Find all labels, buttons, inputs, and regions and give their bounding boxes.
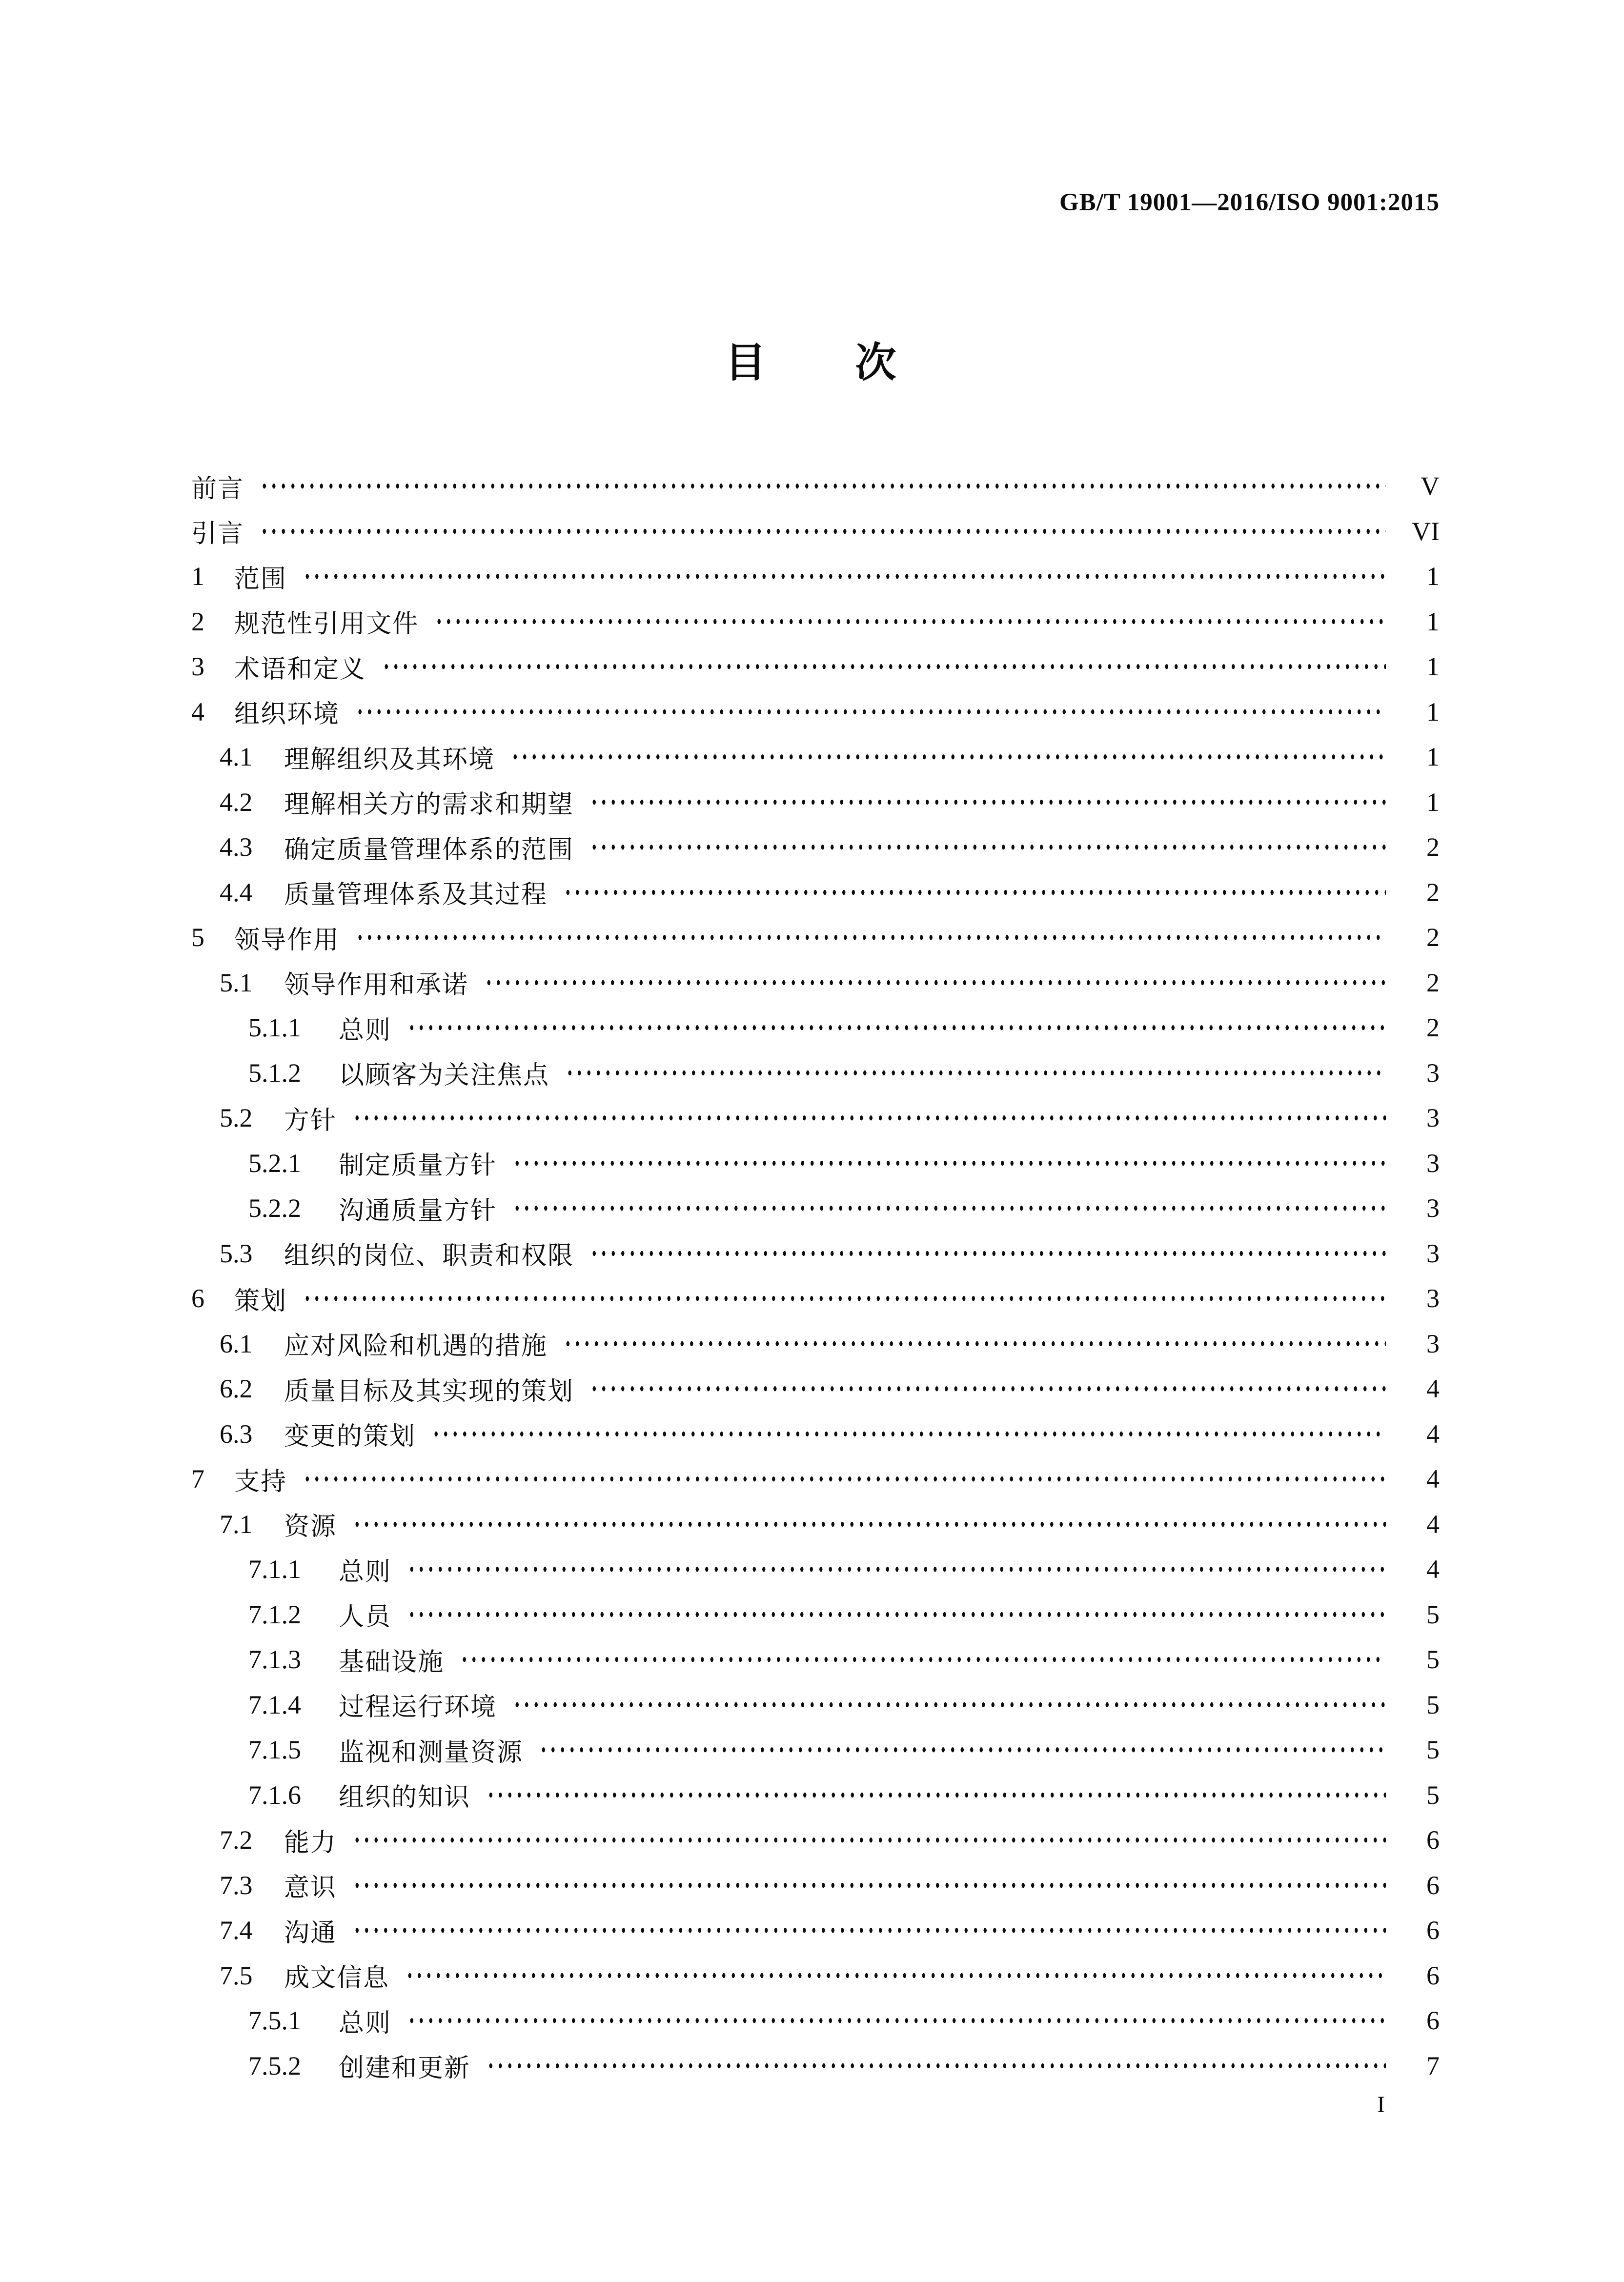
dot-leader xyxy=(382,644,1386,689)
toc-entry-page: 6 xyxy=(1426,2006,1440,2036)
toc-entry-page: 1 xyxy=(1426,787,1440,817)
dot-leader xyxy=(512,1141,1386,1186)
toc-entry-page: 5 xyxy=(1426,1599,1440,1629)
toc-entry-number: 7.1.5 xyxy=(248,1735,301,1765)
toc-entry xyxy=(191,1050,1440,1096)
toc-entry-page: 4 xyxy=(1426,1419,1440,1449)
dot-leader xyxy=(589,1231,1386,1276)
toc-entry-number: 6.1 xyxy=(220,1329,253,1358)
standard-code: GB/T 19001—2016/ISO 9001:2015 xyxy=(1059,189,1440,216)
dot-leader xyxy=(407,1998,1386,2043)
toc-entry-label: 支持 xyxy=(234,1468,287,1496)
toc-entry xyxy=(191,1908,1440,1953)
toc-entry-label: 资源 xyxy=(284,1513,337,1541)
toc-entry-number: 4.3 xyxy=(220,832,253,862)
dot-leader xyxy=(407,1547,1386,1592)
toc-entry-number: 5.3 xyxy=(220,1238,253,1268)
toc-entry-page: 3 xyxy=(1426,1058,1440,1088)
dot-leader xyxy=(405,1953,1386,1999)
toc-entry-page: 1 xyxy=(1426,562,1440,591)
toc-entry-page: 3 xyxy=(1426,1103,1440,1133)
toc-entry-page: 4 xyxy=(1426,1464,1440,1494)
toc-entry xyxy=(191,870,1440,915)
toc-entry-page: 1 xyxy=(1426,606,1440,636)
toc-list xyxy=(191,464,1440,2088)
dot-leader xyxy=(303,1276,1386,1321)
toc-entry-page: 3 xyxy=(1426,1329,1440,1358)
toc-entry-number: 7.5 xyxy=(220,1960,253,1990)
toc-entry-label: 组织环境 xyxy=(234,701,340,729)
toc-entry xyxy=(191,1998,1440,2043)
toc-entry-number: 7.1.6 xyxy=(248,1780,301,1810)
dot-leader xyxy=(460,1637,1386,1682)
toc-entry-label: 过程运行环境 xyxy=(339,1694,497,1722)
dot-leader xyxy=(431,1412,1386,1457)
toc-entry-page: 6 xyxy=(1426,1870,1440,1900)
toc-entry-label: 前言 xyxy=(191,475,244,503)
toc-entry xyxy=(191,689,1440,735)
toc-entry-number: 5.2.2 xyxy=(248,1193,301,1223)
toc-entry xyxy=(191,1682,1440,1728)
toc-entry xyxy=(191,1141,1440,1186)
dot-leader xyxy=(565,1050,1386,1096)
toc-entry-page: 2 xyxy=(1426,1013,1440,1043)
toc-entry-page: 6 xyxy=(1426,1825,1440,1855)
footer-page-number: I xyxy=(1377,2092,1385,2118)
dot-leader xyxy=(260,509,1386,554)
toc-entry xyxy=(191,1502,1440,1547)
dot-leader xyxy=(589,780,1386,825)
toc-entry-number: 5.2 xyxy=(220,1103,253,1133)
toc-entry-number: 7 xyxy=(191,1464,204,1494)
toc-entry-label: 成文信息 xyxy=(284,1964,390,1993)
dot-leader xyxy=(352,1502,1386,1547)
toc-entry-page: 5 xyxy=(1426,1780,1440,1810)
toc-entry-page: 2 xyxy=(1426,923,1440,952)
toc-entry-label: 基础设施 xyxy=(339,1648,445,1676)
toc-entry xyxy=(191,1637,1440,1682)
toc-entry-number: 7.3 xyxy=(220,1870,253,1900)
toc-entry-label: 理解相关方的需求和期望 xyxy=(284,791,574,819)
dot-leader xyxy=(484,960,1386,1006)
toc-entry-label: 确定质量管理体系的范围 xyxy=(284,836,574,864)
toc-entry xyxy=(191,1412,1440,1457)
toc-entry-page: 5 xyxy=(1426,1735,1440,1765)
toc-entry xyxy=(191,734,1440,780)
toc-entry-page: 4 xyxy=(1426,1509,1440,1539)
toc-entry-label: 方针 xyxy=(284,1107,337,1135)
toc-entry-page: 3 xyxy=(1426,1284,1440,1313)
toc-entry-page: 2 xyxy=(1426,832,1440,862)
toc-entry-label: 沟通 xyxy=(284,1919,337,1947)
toc-entry-label: 引言 xyxy=(191,520,244,548)
toc-entry xyxy=(191,1863,1440,1908)
toc-entry-page: 3 xyxy=(1426,1238,1440,1268)
toc-entry xyxy=(191,1727,1440,1773)
toc-entry xyxy=(191,464,1440,509)
toc-entry xyxy=(191,644,1440,689)
toc-entry-number: 7.4 xyxy=(220,1916,253,1945)
toc-entry-number: 7.5.2 xyxy=(248,2051,301,2080)
toc-entry-page: 1 xyxy=(1426,697,1440,727)
toc-entry-number: 5.1.1 xyxy=(248,1013,301,1043)
dot-leader xyxy=(486,2043,1386,2089)
toc-entry-label: 规范性引用文件 xyxy=(234,610,419,639)
dot-leader xyxy=(352,1863,1386,1908)
dot-leader xyxy=(303,1456,1386,1502)
toc-entry xyxy=(191,1547,1440,1592)
toc-entry-number: 4 xyxy=(191,697,204,727)
toc-entry-page: 3 xyxy=(1426,1148,1440,1178)
dot-leader xyxy=(563,870,1386,915)
toc-entry xyxy=(191,1276,1440,1321)
toc-entry-page: 1 xyxy=(1426,652,1440,682)
toc-entry-label: 意识 xyxy=(284,1874,337,1902)
toc-entry-number: 7.1.2 xyxy=(248,1599,301,1629)
toc-entry-page: 5 xyxy=(1426,1690,1440,1719)
dot-leader xyxy=(589,1366,1386,1412)
toc-entry xyxy=(191,960,1440,1006)
toc-entry xyxy=(191,1321,1440,1367)
toc-entry-page: 4 xyxy=(1426,1374,1440,1404)
toc-entry-page: 2 xyxy=(1426,877,1440,907)
toc-entry-label: 能力 xyxy=(284,1829,337,1857)
dot-leader xyxy=(355,689,1386,735)
toc-entry-number: 5 xyxy=(191,923,204,952)
toc-entry-label: 组织的岗位、职责和权限 xyxy=(284,1242,574,1271)
toc-entry-label: 创建和更新 xyxy=(339,2055,471,2083)
dot-leader xyxy=(510,734,1386,780)
dot-leader xyxy=(407,1592,1386,1637)
toc-entry-label: 领导作用 xyxy=(234,926,340,954)
toc-entry-label: 总则 xyxy=(339,1558,392,1586)
toc-entry-label: 组织的知识 xyxy=(339,1784,471,1812)
toc-entry xyxy=(191,915,1440,960)
toc-entry-page: 6 xyxy=(1426,1960,1440,1990)
toc-entry xyxy=(191,2043,1440,2089)
dot-leader xyxy=(512,1682,1386,1728)
toc-entry-number: 7.1 xyxy=(220,1509,253,1539)
toc-entry-number: 7.2 xyxy=(220,1825,253,1855)
toc-entry-number: 3 xyxy=(191,652,204,682)
dot-leader xyxy=(355,915,1386,960)
toc-entry-label: 沟通质量方针 xyxy=(339,1197,497,1225)
toc-entry-number: 1 xyxy=(191,562,204,591)
toc-entry xyxy=(191,1095,1440,1141)
toc-entry-page: 1 xyxy=(1426,742,1440,772)
toc-entry-label: 监视和测量资源 xyxy=(339,1738,524,1767)
toc-entry-number: 4.4 xyxy=(220,877,253,907)
toc-entry-number: 4.1 xyxy=(220,742,253,772)
toc-entry-label: 人员 xyxy=(339,1603,392,1632)
toc-entry-number: 7.1.3 xyxy=(248,1645,301,1675)
toc-entry xyxy=(191,1592,1440,1637)
toc-entry-label: 理解组织及其环境 xyxy=(284,746,495,774)
toc-entry xyxy=(191,1456,1440,1502)
toc-entry-label: 范围 xyxy=(234,565,287,593)
toc-entry xyxy=(191,1773,1440,1818)
toc-entry xyxy=(191,780,1440,825)
dot-leader xyxy=(407,1005,1386,1050)
toc-entry xyxy=(191,599,1440,645)
dot-leader xyxy=(512,1186,1386,1231)
toc-entry-label: 术语和定义 xyxy=(234,655,366,684)
dot-leader xyxy=(563,1321,1386,1367)
toc-entry-number: 6.3 xyxy=(220,1419,253,1449)
toc-entry-label: 质量目标及其实现的策划 xyxy=(284,1377,574,1406)
toc-entry-label: 变更的策划 xyxy=(284,1423,416,1451)
toc-entry-number: 5.2.1 xyxy=(248,1148,301,1178)
toc-entry xyxy=(191,825,1440,870)
toc-entry-number: 5.1.2 xyxy=(248,1058,301,1088)
toc-entry-number: 6.2 xyxy=(220,1374,253,1404)
toc-entry xyxy=(191,1818,1440,1863)
dot-leader xyxy=(434,599,1386,645)
toc-entry-number: 7.1.1 xyxy=(248,1555,301,1584)
toc-entry-label: 质量管理体系及其过程 xyxy=(284,881,548,909)
toc-entry-number: 7.5.1 xyxy=(248,2006,301,2036)
toc-entry xyxy=(191,1005,1440,1050)
toc-entry-page: 5 xyxy=(1426,1645,1440,1675)
toc-entry-page: 4 xyxy=(1426,1555,1440,1584)
toc-entry xyxy=(191,1186,1440,1231)
toc-entry xyxy=(191,1231,1440,1276)
toc-entry-number: 5.1 xyxy=(220,968,253,997)
toc-entry-number: 2 xyxy=(191,606,204,636)
toc-entry-page: 6 xyxy=(1426,1916,1440,1945)
toc-entry-number: 7.1.4 xyxy=(248,1690,301,1719)
toc-entry-page: 2 xyxy=(1426,968,1440,997)
toc-entry-number: 6 xyxy=(191,1284,204,1313)
dot-leader xyxy=(352,1818,1386,1863)
toc-entry-label: 总则 xyxy=(339,2009,392,2038)
toc-entry-label: 领导作用和承诺 xyxy=(284,971,469,1000)
dot-leader xyxy=(352,1095,1386,1141)
dot-leader xyxy=(303,554,1386,599)
toc-entry xyxy=(191,1953,1440,1999)
dot-leader xyxy=(260,464,1386,509)
toc-entry-label: 以顾客为关注焦点 xyxy=(339,1062,550,1090)
toc-entry-page: 3 xyxy=(1426,1193,1440,1223)
toc-entry xyxy=(191,1366,1440,1412)
toc-entry-label: 应对风险和机遇的措施 xyxy=(284,1333,548,1361)
toc-entry-page: 7 xyxy=(1426,2051,1440,2080)
dot-leader xyxy=(352,1908,1386,1953)
toc-entry-label: 策划 xyxy=(234,1287,287,1315)
toc-entry-page: VI xyxy=(1412,516,1440,546)
toc-title: 目 次 xyxy=(725,341,899,386)
dot-leader xyxy=(589,825,1386,870)
toc-entry-label: 总则 xyxy=(339,1016,392,1045)
toc-entry-number: 4.2 xyxy=(220,787,253,817)
dot-leader xyxy=(486,1773,1386,1818)
toc-entry-label: 制定质量方针 xyxy=(339,1152,497,1180)
toc-entry-page: V xyxy=(1421,471,1440,501)
toc-entry xyxy=(191,509,1440,554)
dot-leader xyxy=(539,1727,1386,1773)
toc-entry xyxy=(191,554,1440,599)
